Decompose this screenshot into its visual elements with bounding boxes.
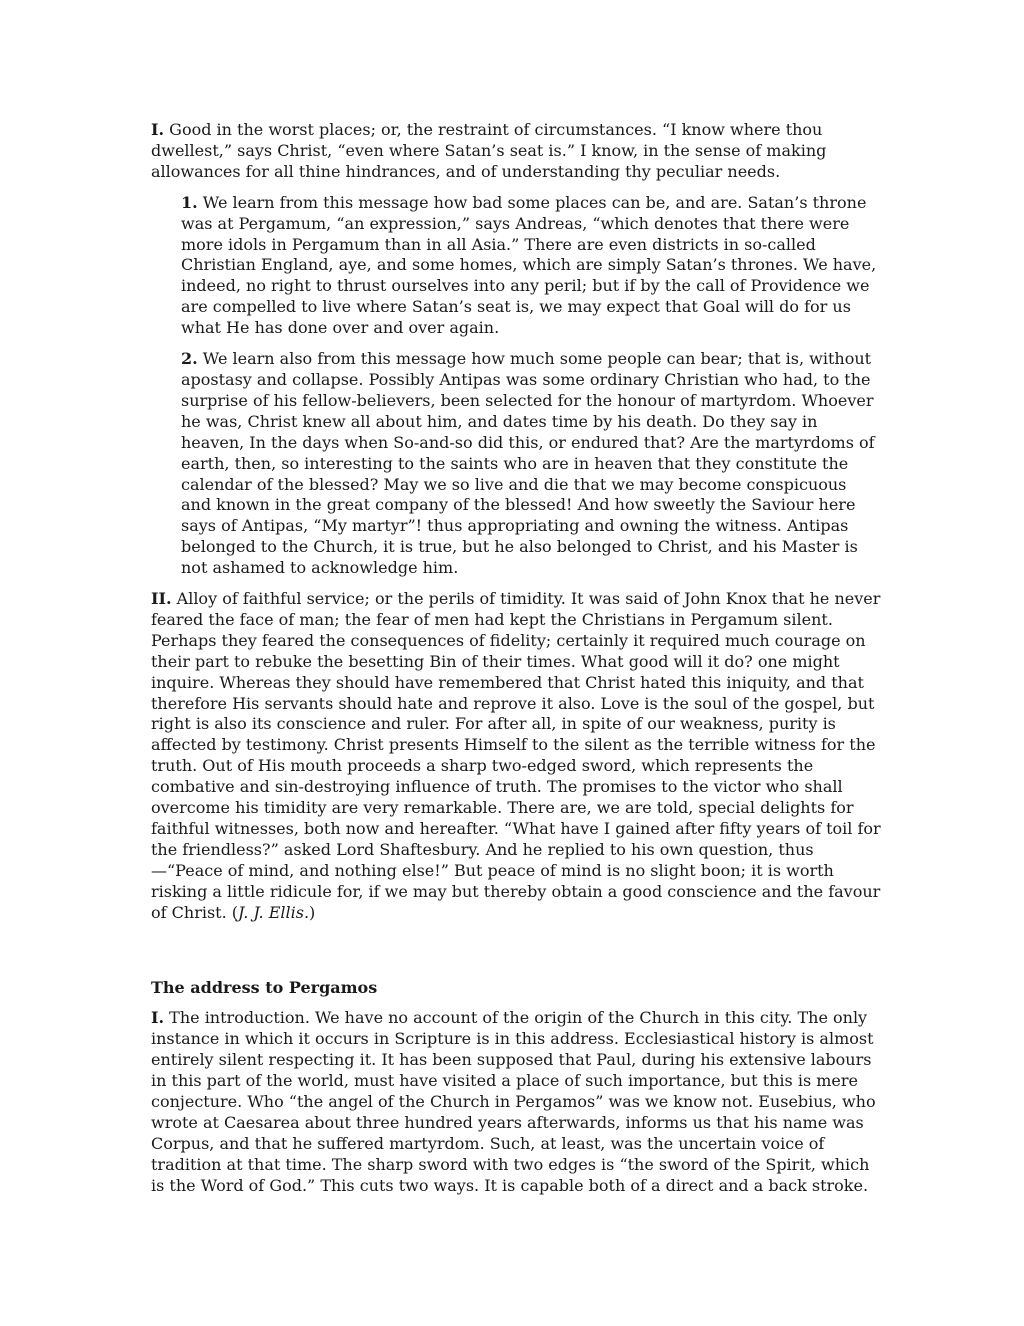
subpoint-marker: 1. xyxy=(181,192,198,212)
citation-close: ) xyxy=(309,902,316,922)
paragraph-text: We learn also from this message how much some people can bear; that is, without apostasy and collapse. Possibly Antipas was some ordinary Christian who had, to the surprise of his fellow-believers, been selected for the honour of martyrdom. Whoever he was, Christ knew all about him, and dates time by his death. Do they say in heaven, In the days when So-and-so did this, or endured that? Are the martyrdoms of earth, then, so interesting to the saints who are in heaven that they constitute the calendar of the blessed? May we so live and die that we may become conspicuous and known in the great company of the blessed! And how sweetly the Saviour here says of Antipas, “My martyr”! thus appropriating and owning the witness. Antipas belonged to the Church, it is true, but he also belonged to Christ, and his Master is not ashamed to acknowledge him. xyxy=(181,349,875,578)
paragraph-introduction xyxy=(151,1008,881,1196)
paragraph-subpoint-two xyxy=(181,349,881,579)
point-marker: I. xyxy=(151,120,165,139)
paragraph-text: We learn from this message how bad some places can be, and are. Satan’s throne was at Pergamum, “an expression,” says Andreas, “which denotes that there were more idols in Pergamum than in all Asia.” There are even districts in so-called Christian England, aye, and some homes, which are simply Satan’s thrones. We have, indeed, no right to thrust ourselves into any peril; but if by the call of Providence we are compelled to live where Satan’s seat is, we may expect that Goal will do for us what He has done over and over again. xyxy=(181,192,877,338)
point-marker: I. xyxy=(151,1008,165,1028)
paragraph-text: The introduction. We have no account of the origin of the Church in this city. The only instance in which it occurs in Scripture is in this address. Ecclesiastical history is almost entirely silent respecting it. It has been supposed that Paul, during his extensive labours in this part of the world, must have visited a place of such importance, but this is mere conjecture. Who “the angel of the Church in Pergamos” was we know not. Eusebius, who wrote at Caesarea about three hundred years afterwards, informs us that his name was Corpus, and that he suffered martyrdom. Such, at least, was the uncertain voice of tradition at that time. The sharp sword with two edges is “the sword of the Spirit, which is the Word of God.” This cuts two ways. It is capable both of a direct and a back stroke. xyxy=(151,1008,876,1195)
point-marker: II. xyxy=(151,589,172,609)
paragraph-point-one xyxy=(151,120,881,183)
paragraph-subpoint-one xyxy=(181,193,881,339)
paragraph-text: Good in the worst places; or, the restraint of circumstances. “I know where thou dwellest,” says Christ, “even where Satan’s seat is.” I know, in the sense of making allowances for all thine hindrances, and of understanding thy peculiar needs. xyxy=(151,120,827,181)
author-citation: J. J. Ellis. xyxy=(238,902,310,922)
document-body xyxy=(151,120,881,1207)
paragraph-point-two xyxy=(151,589,881,924)
section-heading: The address to Pergamos xyxy=(151,977,378,997)
subpoint-marker: 2. xyxy=(181,349,198,369)
paragraph-text: Alloy of faithful service; or the perils of timidity. It was said of John Knox that he never feared the face of man; the fear of men had kept the Christians in Pergamum silent. Perhaps they feared the consequences of fidelity; certainly it required much courage on their part to rebuke the besetting Bin of their times. What good will it do? one might inquire. Whereas they should have remembered that Christ hated this iniquity, and that therefore His servants should hate and reprove it also. Love is the soul of the gospel, but right is also its conscience and ruler. For after all, in spite of our weakness, purity is affected by testimony. Christ presents Himself to the silent as the terrible witness for the truth. Out of His mouth proceeds a sharp two-edged sword, which represents the combative and sin-destroying influence of truth. The promises to the victor who shall overcome his timidity are very remarkable. There are, we are told, special delights for faithful witnesses, both now and hereafter. “What have I gained after fifty years of toil for the friendless?” asked Lord Shaftesbury. And he replied to his own question, thus—“Peace of mind, and nothing else!” But peace of mind is no slight boon; it is worth risking a little ridicule for, if we may but thereby obtain a good conscience and the favour of Christ. ( xyxy=(151,589,881,922)
